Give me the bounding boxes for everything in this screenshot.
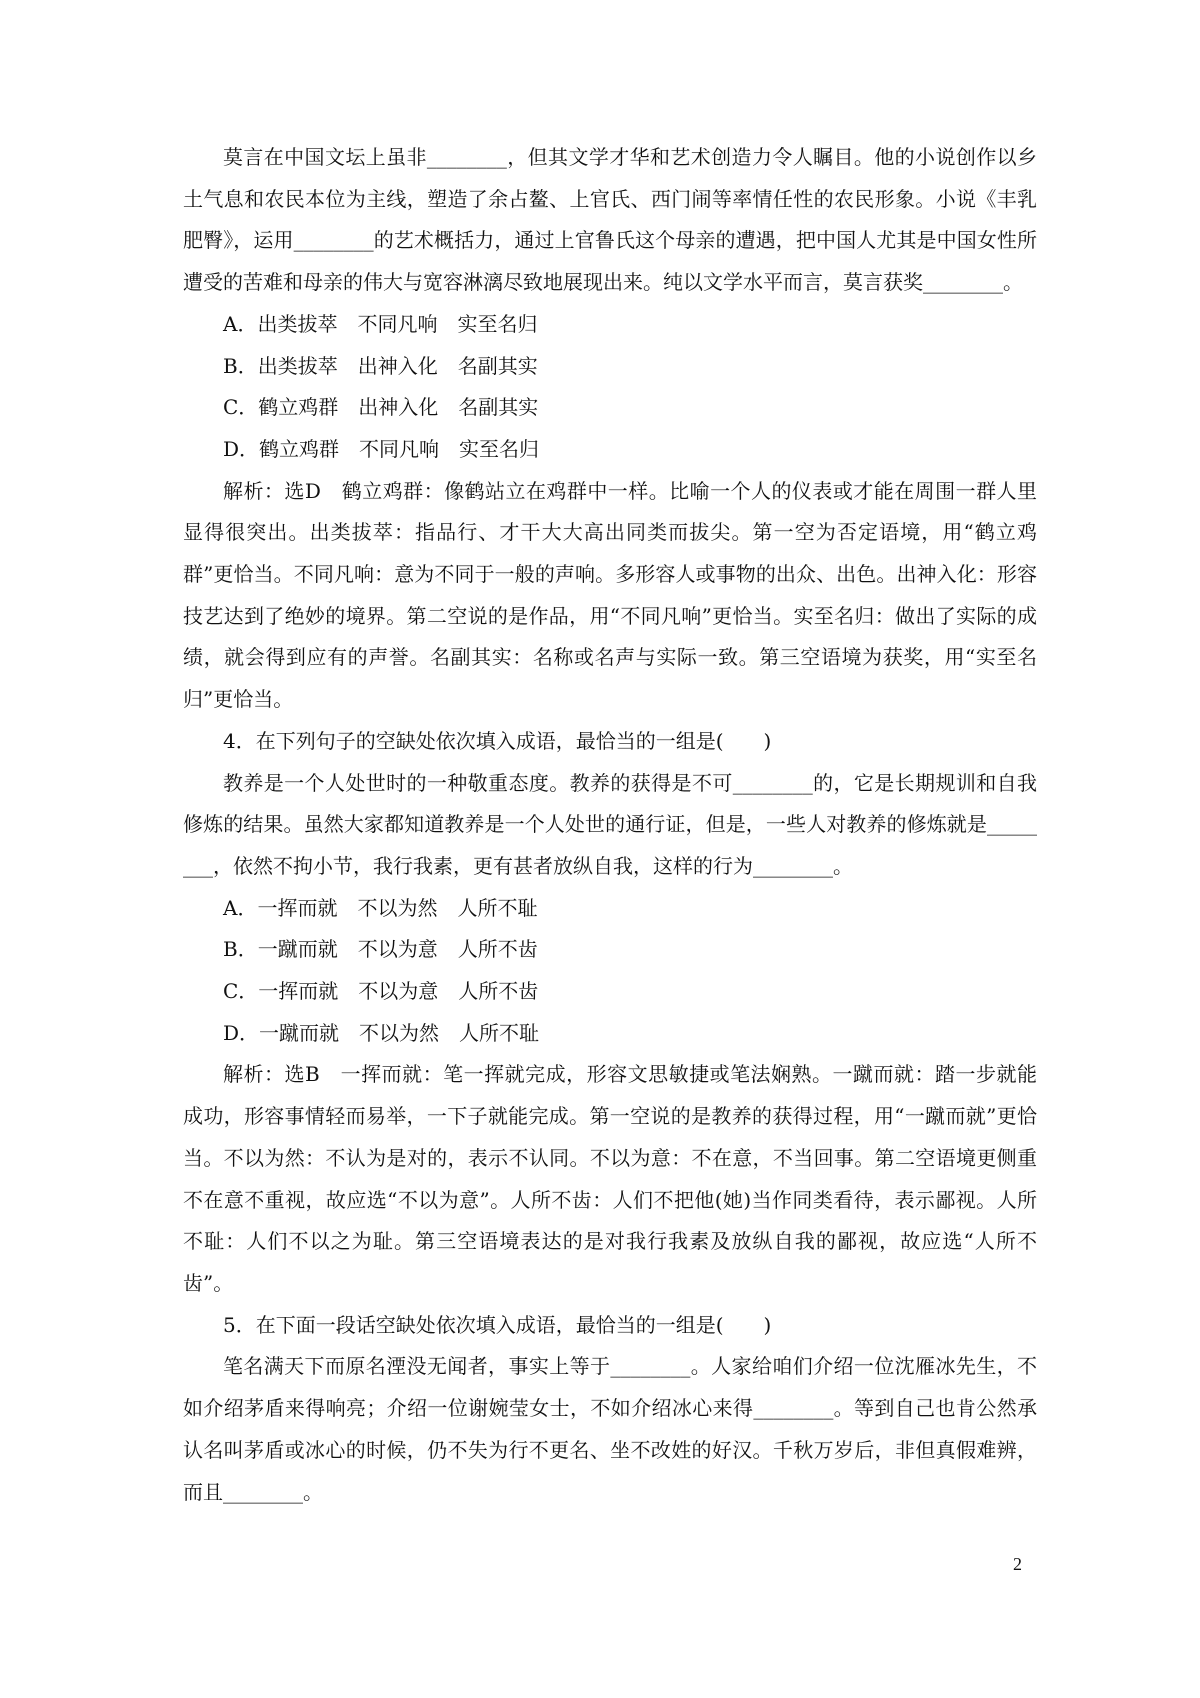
question-4-passage: 教养是一个人处世时的一种敬重态度。教养的获得是不可________的，它是长期规训和自我修炼的结果。虽然大家都知道教养是一个人处世的通行证，但是，一些人对教养的修炼就是________，依然不拘小节，我行我素，更有甚者放纵自我，这样的行为________。 bbox=[183, 770, 1037, 878]
question-3-option-c: C．鹤立鸡群 出神入化 名副其实 bbox=[223, 395, 539, 420]
question-5-passage: 笔名满天下而原名湮没无闻者，事实上等于________。人家给咱们介绍一位沈雁冰先生，不如介绍茅盾来得响亮；介绍一位谢婉莹女士，不如介绍冰心来得________。等到自己也肯公然承认名叫茅盾或冰心的时候，仍不失为行不更名、坐不改姓的好汉。千秋万岁后，非但真假难辨，而且________。 bbox=[183, 1354, 1037, 1504]
question-4-analysis: 解析：选B 一挥而就：笔一挥就完成，形容文思敏捷或笔法娴熟。一蹴而就：踏一步就能成功，形容事情轻而易举，一下子就能完成。第一空说的是教养的获得过程，用“一蹴而就”更恰当。不以为然：不认为是对的，表示不认同。不以为意：不在意，不当回事。第二空语境更侧重不在意不重视，故应选“不以为意”。人所不齿：人们不把他(她)当作同类看待，表示鄙视。人所不耻：人们不以之为耻。第三空语境表达的是对我行我素及放纵自我的鄙视，故应选“人所不齿”。 bbox=[183, 1062, 1037, 1295]
page-content bbox=[183, 137, 1037, 1513]
page-number: 2 bbox=[1013, 1554, 1022, 1574]
question-3-option-d: D．鹤立鸡群 不同凡响 实至名归 bbox=[223, 436, 540, 461]
question-5-stem: 5．在下面一段话空缺处依次填入成语，最恰当的一组是( ) bbox=[223, 1312, 772, 1337]
question-4-option-c: C．一挥而就 不以为意 人所不齿 bbox=[223, 979, 539, 1004]
question-4-option-d: D．一蹴而就 不以为然 人所不耻 bbox=[223, 1020, 540, 1045]
question-4-option-a: A．一挥而就 不以为然 人所不耻 bbox=[223, 895, 538, 920]
question-4-stem: 4．在下列句子的空缺处依次填入成语，最恰当的一组是( ) bbox=[223, 728, 772, 753]
question-3-option-b: B．出类拔萃 出神入化 名副其实 bbox=[223, 353, 538, 378]
question-3-analysis: 解析：选D 鹤立鸡群：像鹤站立在鸡群中一样。比喻一个人的仪表或才能在周围一群人里显得很突出。出类拔萃：指品行、才干大大高出同类而拔尖。第一空为否定语境，用“鹤立鸡群”更恰当。不同凡响：意为不同于一般的声响。多形容人或事物的出众、出色。出神入化：形容技艺达到了绝妙的境界。第二空说的是作品，用“不同凡响”更恰当。实至名归：做出了实际的成绩，就会得到应有的声誉。名副其实：名称或名声与实际一致。第三空语境为获奖，用“实至名归”更恰当。 bbox=[183, 478, 1037, 712]
question-4-option-b: B．一蹴而就 不以为意 人所不齿 bbox=[223, 937, 538, 962]
question-3-option-a: A．出类拔萃 不同凡响 实至名归 bbox=[223, 311, 538, 336]
question-3-passage: 莫言在中国文坛上虽非________，但其文学才华和艺术创造力令人瞩目。他的小说创作以乡土气息和农民本位为主线，塑造了余占鳌、上官氏、西门闹等率情任性的农民形象。小说《丰乳肥臀》，运用________的艺术概括力，通过上官鲁氏这个母亲的遭遇，把中国人尤其是中国女性所遭受的苦难和母亲的伟大与宽容淋漓尽致地展现出来。纯以文学水平而言，莫言获奖________。 bbox=[183, 145, 1037, 295]
